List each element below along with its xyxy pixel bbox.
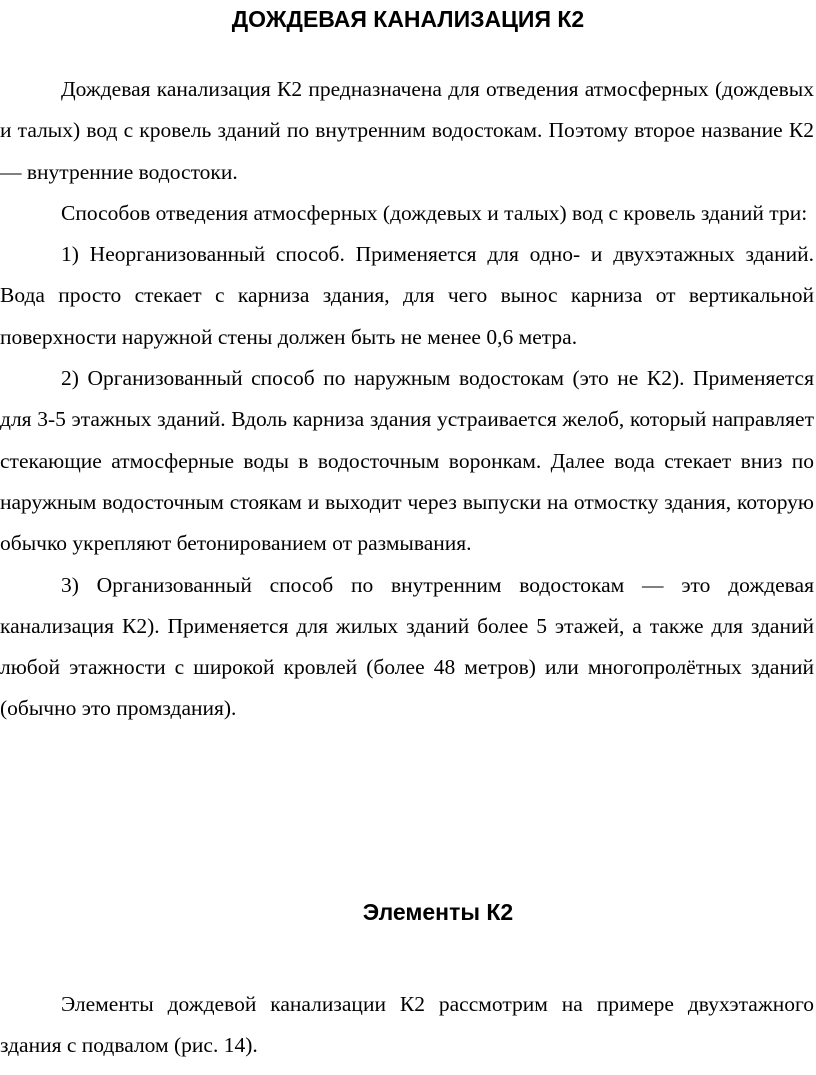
paragraph-elements: Элементы дождевой канализации К2 рассмотрим на примере двухэтажного здания с подвалом (рис. 14). xyxy=(0,992,814,1058)
section-text xyxy=(0,984,814,1067)
section-title: Элементы К2 xyxy=(362,899,514,925)
document-title: ДОЖДЕВАЯ КАНАЛИЗАЦИЯ К2 xyxy=(231,6,585,32)
paragraph-method-3: 3) Организованный способ по внутренним водостокам — это дождевая канализация К2). Применяется для жилых зданий более 5 этажей, а также для зданий любой этажности с широкой кровлей (более 48 метров) или многопролётных зданий (обычно это промздания). xyxy=(0,572,814,721)
paragraph-method-2: 2) Организованный способ по наружным водостокам (это не К2). Применяется для 3-5 этажных зданий. Вдоль карниза здания устраивается желоб, который направляет стекающие атмосферные воды в водосточным воронкам. Далее вода стекает вниз по наружным водосточным стоякам и выходит через выпуски на отмостку здания, которую обычко укрепляют бетонированием от размывания. xyxy=(0,366,814,556)
paragraph-method-1: 1) Неорганизованный способ. Применяется для одно- и двухэтажных зданий. Вода просто стекает с карниза здания, для чего вынос карниза от вертикальной поверхности наружной стены должен быть не менее 0,6 метра. xyxy=(0,242,814,349)
main-text xyxy=(0,69,814,730)
paragraph-intro: Дождевая канализация К2 предназначена для отведения атмосферных (дождевых и талых) вод с кровель зданий по внутренним водостокам. Поэтому второе название К2 — внутренние водостоки. xyxy=(0,77,814,184)
paragraph-methods: Способов отведения атмосферных (дождевых и талых) вод с кровель зданий три: xyxy=(61,200,808,225)
